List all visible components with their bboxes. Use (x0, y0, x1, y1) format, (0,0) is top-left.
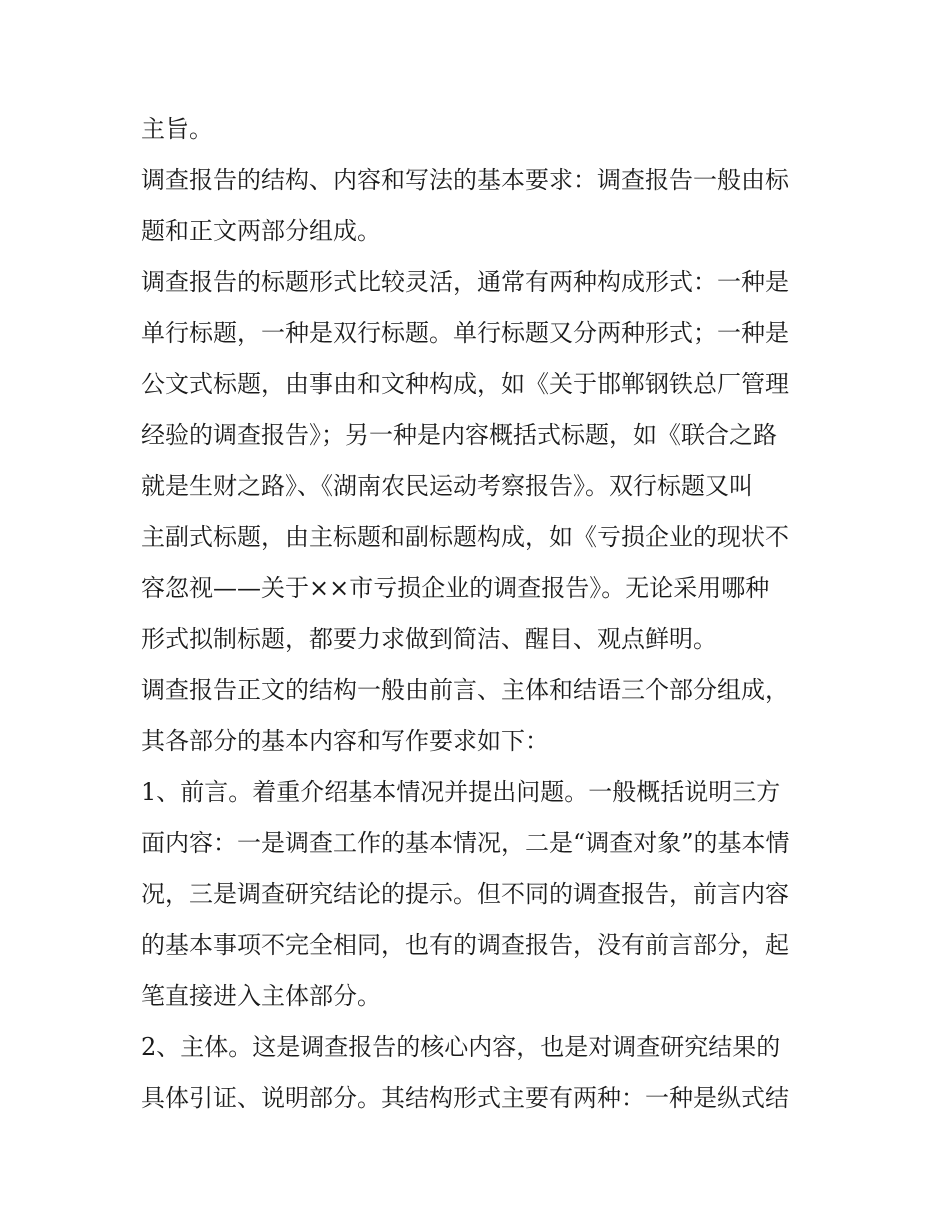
text-line: 主旨。 (141, 115, 213, 143)
text-line: 单行标题，一种是双行标题。单行标题又分两种形式；一种是 (141, 319, 789, 347)
text-line: 笔直接进入主体部分。 (141, 982, 381, 1010)
text-line: 况，三是调查研究结论的提示。但不同的调查报告，前言内容 (141, 880, 789, 908)
text-line: 调查报告的标题形式比较灵活，通常有两种构成形式：一种是 (141, 268, 789, 296)
text-line: 1、前言。着重介绍基本情况并提出问题。一般概括说明三方 (141, 778, 781, 806)
text-line: 面内容：一是调查工作的基本情况，二是“调查对象”的基本情 (141, 829, 790, 857)
text-line: 题和正文两部分组成。 (141, 217, 381, 245)
text-line: 就是生财之路》、《湖南农民运动考察报告》。双行标题又叫 (141, 472, 753, 500)
text-line: 调查报告的结构、内容和写法的基本要求：调查报告一般由标 (141, 166, 789, 194)
text-line: 容忽视——关于××市亏损企业的调查报告》。无论采用哪种 (141, 574, 770, 602)
text-line: 的基本事项不完全相同，也有的调查报告，没有前言部分，起 (141, 931, 789, 959)
text-line: 调查报告正文的结构一般由前言、主体和结语三个部分组成， (141, 676, 789, 704)
text-line: 具体引证、说明部分。其结构形式主要有两种：一种是纵式结 (141, 1084, 789, 1112)
text-line: 经验的调查报告》；另一种是内容概括式标题，如《联合之路 (141, 421, 777, 449)
text-line: 公文式标题，由事由和文种构成，如《关于邯郸钢铁总厂管理 (141, 370, 789, 398)
text-line: 其各部分的基本内容和写作要求如下： (141, 727, 549, 755)
text-line: 主副式标题，由主标题和副标题构成，如《亏损企业的现状不 (141, 523, 789, 551)
text-line: 2、主体。这是调查报告的核心内容，也是对调查研究结果的 (141, 1033, 781, 1061)
document-body (141, 104, 821, 1124)
text-line: 形式拟制标题，都要力求做到简洁、醒目、观点鲜明。 (141, 625, 717, 653)
